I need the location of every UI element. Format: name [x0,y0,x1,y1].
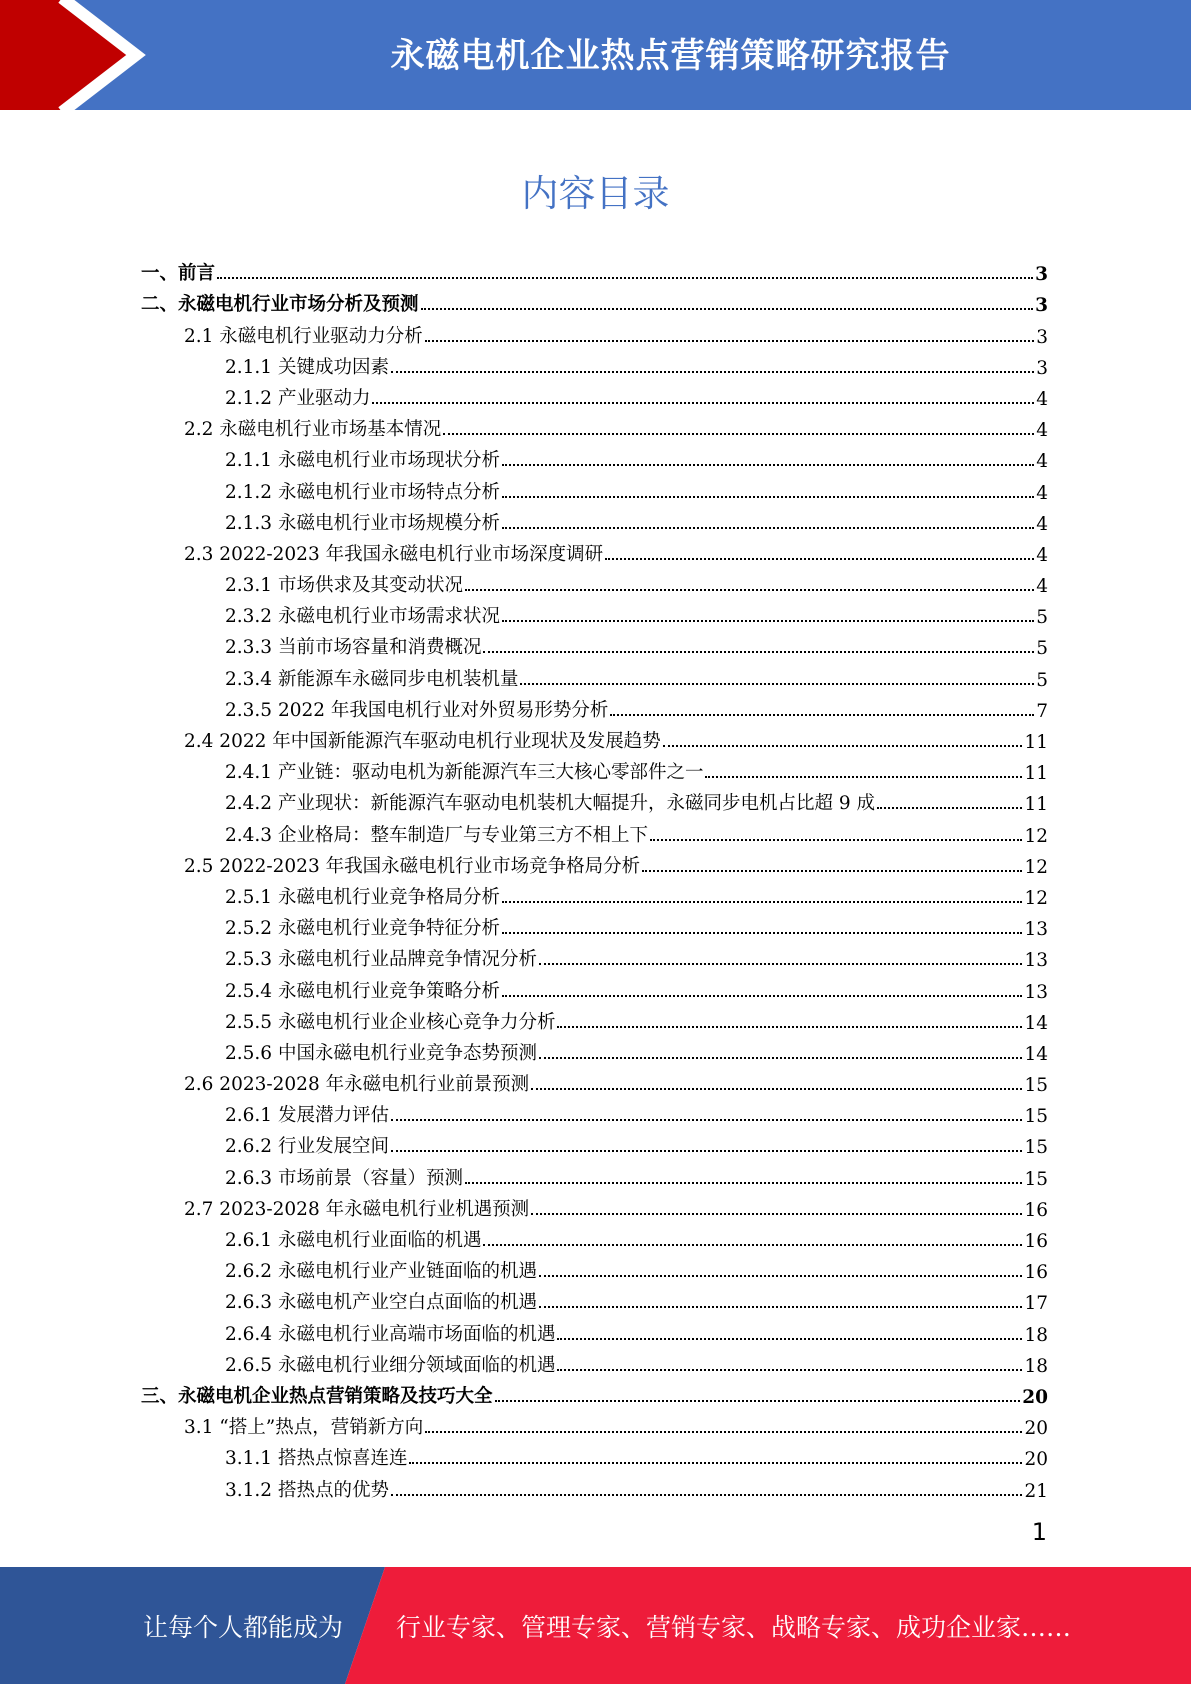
toc-entry[interactable] [141,410,1048,441]
toc-dot-leader [539,962,1022,965]
toc-entry[interactable] [141,472,1048,503]
toc-entry[interactable] [141,1346,1048,1377]
toc-dot-leader [495,1399,1021,1402]
toc-dot-leader [391,370,1034,373]
toc-entry[interactable] [141,1314,1048,1345]
toc-entry-title: 2.5.3 永磁电机行业品牌竞争情况分析 [225,949,537,971]
toc-entry-title: 2.5.1 永磁电机行业竞争格局分析 [225,886,500,908]
toc-entry-page: 11 [1024,763,1048,785]
toc-dot-leader [425,1430,1022,1433]
toc-entry-title: 2.3.4 新能源车永磁同步电机装机量 [225,668,519,690]
toc-entry[interactable] [141,1408,1048,1439]
toc-entry-title: 2.6.2 行业发展空间 [225,1136,389,1158]
toc-entry[interactable] [141,1034,1048,1065]
toc-dot-leader [502,619,1034,622]
toc-entry-title: 2.7 2023-2028 年永磁电机行业机遇预测 [184,1198,530,1220]
toc-dot-leader [539,1274,1022,1277]
toc-entry[interactable] [141,847,1048,878]
toc-entry-page: 13 [1024,919,1048,941]
toc-dot-leader [425,339,1034,342]
toc-entry-page: 12 [1024,887,1048,909]
toc-entry[interactable] [141,535,1048,566]
toc-dot-leader [610,713,1034,716]
toc-entry[interactable] [141,1190,1048,1221]
toc-dot-leader [443,432,1034,435]
toc-entry-title: 2.3.3 当前市场容量和消费概况 [225,637,482,659]
toc-entry-page: 15 [1024,1168,1048,1190]
toc-entry-title: 2.6.3 市场前景（容量）预测 [225,1167,463,1189]
toc-entry-title: 2.6.5 永磁电机行业细分领域面临的机遇 [225,1354,556,1376]
toc-entry-title: 3.1 “搭上”热点，营销新方向 [184,1417,424,1439]
toc-dot-leader [465,1181,1022,1184]
toc-entry-page: 3 [1035,264,1048,286]
toc-entry-page: 15 [1024,1137,1048,1159]
toc-entry-title: 2.6.3 永磁电机产业空白点面临的机遇 [225,1292,537,1314]
toc-dot-leader [409,1461,1022,1464]
toc-entry[interactable] [141,1003,1048,1034]
toc-entry-title: 2.5.4 永磁电机行业竞争策略分析 [225,980,500,1002]
footer-slogan-left: 让每个人都能成为 [143,1612,344,1642]
toc-entry-page: 4 [1036,544,1048,566]
toc-entry-page: 18 [1024,1355,1048,1377]
toc-entry-page: 18 [1024,1324,1048,1346]
toc-entry-title: 2.5.5 永磁电机行业企业核心竞争力分析 [225,1011,556,1033]
toc-entry-page: 3 [1035,295,1048,317]
toc-entry-title: 2.1.2 产业驱动力 [225,387,371,409]
toc-entry[interactable] [141,971,1048,1002]
toc-entry[interactable] [141,659,1048,690]
toc-entry[interactable] [141,1377,1048,1408]
toc-dot-leader [557,1337,1022,1340]
toc-entry-page: 5 [1036,607,1048,629]
toc-dot-leader [421,307,1034,310]
toc-dot-leader [483,650,1034,653]
toc-entry-page: 4 [1036,513,1048,535]
toc-entry[interactable] [141,1470,1048,1501]
toc-dot-leader [539,1305,1022,1308]
toc-dot-leader [877,806,1022,809]
toc-entry[interactable] [141,348,1048,379]
header-arrow-decoration [0,0,160,110]
toc-entry-page: 16 [1024,1231,1048,1252]
toc-entry-page: 13 [1024,981,1048,1003]
toc-entry-title: 2.1 永磁电机行业驱动力分析 [184,325,423,347]
toc-entry[interactable] [141,504,1048,535]
page-number: 1 [1031,1518,1047,1546]
toc-entry-page: 4 [1036,420,1048,442]
toc-entry[interactable] [141,784,1048,815]
toc-entry[interactable] [141,1065,1048,1096]
toc-entry-title: 2.2 永磁电机行业市场基本情况 [184,419,442,441]
toc-entry[interactable] [141,1158,1048,1189]
toc-entry-title: 三、永磁电机企业热点营销策略及技巧大全 [141,1385,493,1407]
toc-dot-leader [391,1493,1022,1496]
toc-entry[interactable] [141,940,1048,971]
toc-entry[interactable] [141,1221,1048,1252]
toc-entry-page: 14 [1024,1012,1048,1034]
toc-entry-title: 2.5.6 中国永磁电机行业竞争态势预测 [225,1042,537,1064]
toc-dot-leader [391,1149,1022,1152]
toc-entry[interactable] [141,379,1048,410]
toc-entry-title: 二、永磁电机行业市场分析及预测 [141,294,419,316]
toc-entry-title: 2.3.1 市场供求及其变动状况 [225,575,463,597]
toc-entry-title: 2.3 2022-2023 年我国永磁电机行业市场深度调研 [184,543,604,565]
toc-entry-page: 15 [1024,1106,1048,1128]
toc-entry-page: 3 [1036,357,1048,379]
toc-dot-leader [372,401,1034,404]
toc-entry[interactable] [141,316,1048,347]
toc-dot-leader [483,1243,1022,1246]
page-header [0,0,1191,110]
toc-dot-leader [502,900,1022,903]
toc-dot-leader [520,682,1034,685]
toc-entry-page: 20 [1022,1386,1048,1408]
toc-heading: 内容目录 [521,172,670,215]
toc-entry-page: 4 [1036,388,1048,410]
toc-dot-leader [539,1056,1022,1059]
toc-entry-page: 12 [1024,825,1048,847]
toc-dot-leader [531,1087,1022,1090]
toc-entry-page: 4 [1036,576,1048,598]
toc-entry[interactable] [141,441,1048,472]
toc-entry-page: 16 [1024,1199,1048,1221]
toc-dot-leader [465,588,1034,591]
toc-entry-title: 一、前言 [141,263,216,285]
toc-entry[interactable] [141,722,1048,753]
toc-entry[interactable] [141,628,1048,659]
page-footer [0,1567,1191,1684]
toc-entry[interactable] [141,597,1048,628]
toc-dot-leader [502,994,1022,997]
toc-entry[interactable] [141,909,1048,940]
toc-entry[interactable] [141,1252,1048,1283]
toc-entry[interactable] [141,1096,1048,1127]
toc-entry-title: 3.1.2 搭热点的优势 [225,1479,389,1501]
toc-entry[interactable] [141,691,1048,722]
toc-entry-page: 4 [1036,482,1048,504]
toc-dot-leader [502,495,1034,498]
toc-entry[interactable] [141,815,1048,846]
toc-dot-leader [557,1368,1022,1371]
toc-dot-leader [502,526,1034,529]
toc-entry-title: 2.1.1 永磁电机行业市场现状分析 [225,450,500,472]
table-of-contents [141,254,1048,1502]
toc-entry-page: 14 [1024,1043,1048,1065]
footer-slogan-right: 行业专家、管理专家、营销专家、战略专家、成功企业家…… [396,1612,1072,1642]
toc-dot-leader [531,1212,1022,1215]
report-title: 永磁电机企业热点营销策略研究报告 [390,35,951,76]
toc-entry-page: 13 [1024,950,1048,972]
toc-entry[interactable] [141,1439,1048,1470]
toc-dot-leader [391,1118,1022,1121]
toc-dot-leader [502,931,1022,934]
toc-entry-page: 4 [1036,451,1048,473]
toc-entry-title: 2.5.2 永磁电机行业竞争特征分析 [225,918,500,940]
toc-entry[interactable] [141,1127,1048,1158]
toc-entry-page: 7 [1036,700,1048,722]
toc-dot-leader [705,775,1022,778]
toc-entry-page: 5 [1036,669,1048,691]
toc-entry-title: 2.1.1 关键成功因素 [225,356,389,378]
header-red-chevron [0,0,130,110]
toc-entry-page: 20 [1024,1418,1048,1440]
toc-entry-title: 2.4.3 企业格局：整车制造厂与专业第三方不相上下 [225,824,648,846]
toc-entry-title: 2.3.5 2022 年我国电机行业对外贸易形势分析 [225,699,609,721]
toc-entry-page: 17 [1024,1293,1048,1315]
toc-entry[interactable] [141,878,1048,909]
toc-entry[interactable] [141,285,1048,316]
toc-dot-leader [557,1025,1022,1028]
toc-entry-title: 2.6.2 永磁电机行业产业链面临的机遇 [225,1261,537,1283]
toc-entry-title: 2.1.2 永磁电机行业市场特点分析 [225,481,500,503]
toc-entry-page: 12 [1024,856,1048,878]
toc-entry-page: 5 [1036,638,1048,660]
toc-entry[interactable] [141,254,1048,285]
toc-entry-page: 20 [1024,1449,1048,1471]
toc-entry-page: 11 [1024,794,1048,816]
toc-entry-title: 2.6.4 永磁电机行业高端市场面临的机遇 [225,1323,556,1345]
toc-entry-title: 2.4.1 产业链：驱动电机为新能源汽车三大核心零部件之一 [225,762,704,784]
toc-entry-title: 2.3.2 永磁电机行业市场需求状况 [225,606,500,628]
toc-dot-leader [217,276,1033,279]
toc-entry[interactable] [141,753,1048,784]
toc-entry-title: 3.1.1 搭热点惊喜连连 [225,1448,408,1470]
toc-dot-leader [663,744,1023,747]
toc-entry[interactable] [141,566,1048,597]
toc-dot-leader [650,838,1022,841]
toc-entry-title: 2.6.1 发展潜力评估 [225,1105,389,1127]
toc-dot-leader [642,869,1022,872]
toc-dot-leader [605,557,1034,560]
toc-entry-title: 2.4.2 产业现状：新能源汽车驱动电机装机大幅提升，永磁同步电机占比超 9 成 [225,793,875,815]
toc-entry-page: 16 [1024,1262,1048,1284]
toc-dot-leader [502,463,1034,466]
toc-entry[interactable] [141,1283,1048,1314]
toc-entry-page: 3 [1036,326,1048,348]
toc-entry-page: 15 [1024,1075,1048,1097]
toc-entry-title: 2.1.3 永磁电机行业市场规模分析 [225,512,500,534]
toc-entry-page: 21 [1024,1480,1048,1502]
toc-entry-title: 2.6 2023-2028 年永磁电机行业前景预测 [184,1074,530,1096]
toc-entry-title: 2.6.1 永磁电机行业面临的机遇 [225,1230,482,1251]
toc-entry-title: 2.4 2022 年中国新能源汽车驱动电机行业现状及发展趋势 [184,731,661,752]
toc-entry-page: 11 [1024,732,1048,753]
toc-entry-title: 2.5 2022-2023 年我国永磁电机行业市场竞争格局分析 [184,855,641,877]
